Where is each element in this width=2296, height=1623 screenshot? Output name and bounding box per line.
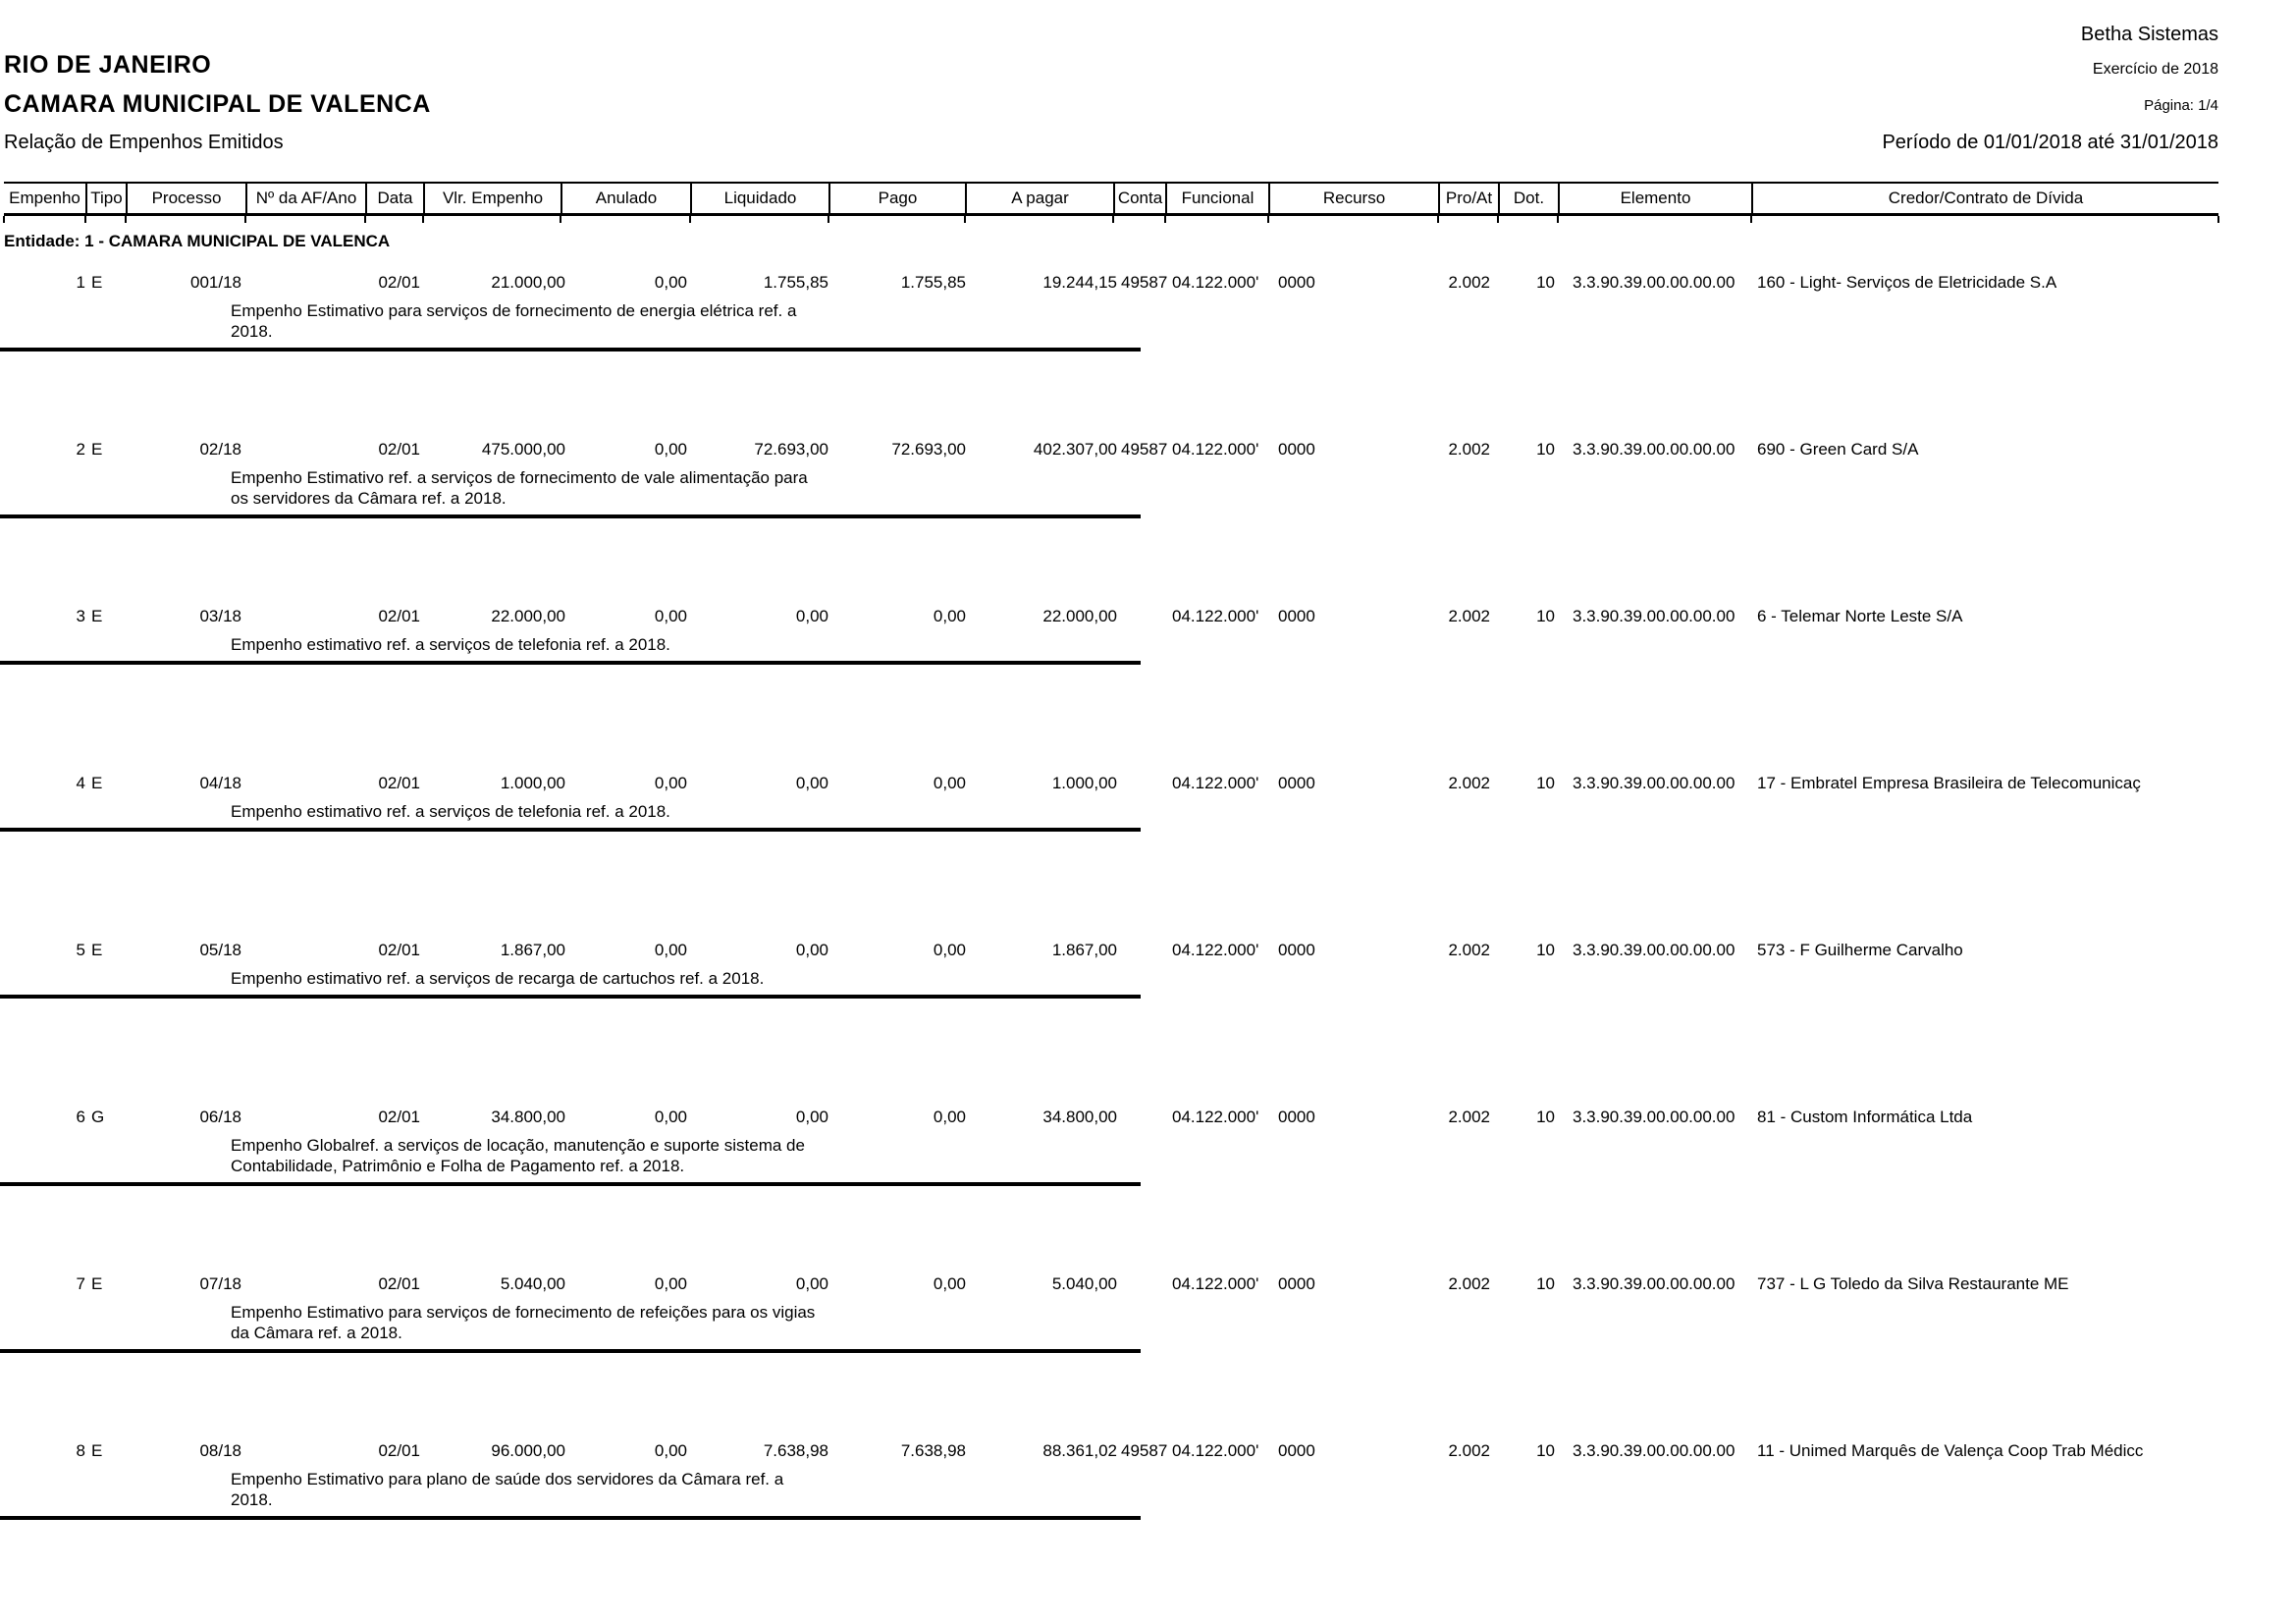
cell-data: 02/01 — [378, 1441, 420, 1460]
empenho-row-values — [0, 607, 2296, 626]
empenho-description-line: Empenho Estimativo para serviços de fornecimento de refeições para os vigias — [231, 1303, 816, 1322]
cell-liquidado: 0,00 — [795, 607, 828, 625]
column-boundary-tick — [560, 216, 561, 223]
cell-tipo: E — [91, 440, 103, 459]
cell-anulado: 0,00 — [654, 607, 687, 625]
column-boundary-tick — [422, 216, 424, 223]
column-boundary-tick — [1112, 216, 1114, 223]
row-separator-line — [0, 1349, 1141, 1353]
cell-funcional: 04.122.000' — [1172, 774, 1259, 792]
empenho-description-line: Empenho Globalref. a serviços de locação, manutenção e suporte sistema de — [231, 1136, 805, 1155]
column-header-n-da-af-ano: Nº da AF/Ano — [245, 184, 365, 213]
cell-credor: 690 - Green Card S/A — [1757, 440, 1919, 459]
cell-a-pagar: 22.000,00 — [1042, 607, 1117, 625]
cell-a-pagar: 1.000,00 — [1051, 774, 1117, 792]
cell-liquidado: 7.638,98 — [763, 1441, 828, 1460]
cell-dot: 10 — [1536, 440, 1555, 459]
cell-processo: 001/18 — [190, 273, 241, 292]
table-header — [4, 182, 2218, 216]
cell-processo: 08/18 — [199, 1441, 241, 1460]
cell-processo: 06/18 — [199, 1108, 241, 1126]
cell-pro-at: 2.002 — [1448, 1441, 1490, 1460]
cell-conta: 49587 — [1121, 273, 1168, 292]
cell-credor: 573 - F Guilherme Carvalho — [1757, 941, 1963, 959]
cell-data: 02/01 — [378, 941, 420, 959]
cell-dot: 10 — [1536, 1441, 1555, 1460]
column-boundary-tick — [828, 216, 829, 223]
cell-processo: 07/18 — [199, 1274, 241, 1293]
cell-anulado: 0,00 — [654, 941, 687, 959]
cell-processo: 05/18 — [199, 941, 241, 959]
cell-credor: 160 - Light- Serviços de Eletricidade S.A — [1757, 273, 2057, 292]
cell-pago: 0,00 — [933, 1274, 966, 1293]
row-separator-line — [0, 995, 1141, 999]
cell-dot: 10 — [1536, 941, 1555, 959]
empenho-description-line: Empenho Estimativo para plano de saúde dos servidores da Câmara ref. a — [231, 1470, 784, 1488]
empenho-row — [0, 941, 2296, 999]
cell-pro-at: 2.002 — [1448, 1108, 1490, 1126]
cell-tipo: E — [91, 1274, 103, 1293]
cell-processo: 02/18 — [199, 440, 241, 459]
report-title: Relação de Empenhos Emitidos — [4, 132, 284, 153]
cell-vlr-empenho: 475.000,00 — [481, 440, 565, 459]
column-header-pro-at: Pro/At — [1438, 184, 1498, 213]
cell-elemento: 3.3.90.39.00.00.00.00 — [1573, 1441, 1735, 1460]
row-separator-line — [0, 514, 1141, 518]
cell-liquidado: 0,00 — [795, 1274, 828, 1293]
cell-a-pagar: 19.244,15 — [1042, 273, 1117, 292]
empenho-row — [0, 1274, 2296, 1353]
cell-elemento: 3.3.90.39.00.00.00.00 — [1573, 774, 1735, 792]
cell-pro-at: 2.002 — [1448, 273, 1490, 292]
cell-funcional: 04.122.000' — [1172, 607, 1259, 625]
column-header-liquidado: Liquidado — [690, 184, 828, 213]
column-boundary-tick — [1497, 216, 1499, 223]
column-boundary-tick — [1557, 216, 1559, 223]
cell-liquidado: 1.755,85 — [763, 273, 828, 292]
empenho-description-line: Empenho estimativo ref. a serviços de telefonia ref. a 2018. — [231, 802, 670, 821]
column-boundary-tick — [364, 216, 366, 223]
cell-liquidado: 72.693,00 — [754, 440, 828, 459]
entity-header: Entidade: 1 - CAMARA MUNICIPAL DE VALENCA — [4, 232, 391, 250]
state-name: RIO DE JANEIRO — [4, 51, 212, 79]
column-boundary-tick — [689, 216, 691, 223]
cell-empenho: 6 — [76, 1108, 85, 1126]
empenho-description-line: 2018. — [231, 1490, 273, 1509]
cell-funcional: 04.122.000' — [1172, 273, 1259, 292]
cell-recurso: 0000 — [1278, 774, 1315, 792]
cell-vlr-empenho: 34.800,00 — [491, 1108, 565, 1126]
cell-tipo: E — [91, 607, 103, 625]
column-header-conta: Conta — [1113, 184, 1165, 213]
empenho-description-line: Contabilidade, Patrimônio e Folha de Pagamento ref. a 2018. — [231, 1157, 685, 1175]
cell-recurso: 0000 — [1278, 1274, 1315, 1293]
cell-conta: 49587 — [1121, 440, 1168, 459]
column-boundary-tick — [3, 216, 5, 223]
cell-pro-at: 2.002 — [1448, 774, 1490, 792]
cell-dot: 10 — [1536, 1274, 1555, 1293]
cell-recurso: 0000 — [1278, 941, 1315, 959]
cell-empenho: 3 — [76, 607, 85, 625]
column-boundary-tick — [244, 216, 246, 223]
cell-a-pagar: 34.800,00 — [1042, 1108, 1117, 1126]
empenho-row-values — [0, 941, 2296, 960]
cell-pro-at: 2.002 — [1448, 607, 1490, 625]
cell-pago: 0,00 — [933, 607, 966, 625]
column-header-vlr-empenho: Vlr. Empenho — [423, 184, 561, 213]
cell-credor: 737 - L G Toledo da Silva Restaurante ME — [1757, 1274, 2069, 1293]
cell-credor: 81 - Custom Informática Ltda — [1757, 1108, 1973, 1126]
column-header-funcional: Funcional — [1165, 184, 1268, 213]
column-header-recurso: Recurso — [1268, 184, 1438, 213]
cell-dot: 10 — [1536, 607, 1555, 625]
cell-recurso: 0000 — [1278, 607, 1315, 625]
cell-empenho: 5 — [76, 941, 85, 959]
cell-elemento: 3.3.90.39.00.00.00.00 — [1573, 607, 1735, 625]
cell-processo: 04/18 — [199, 774, 241, 792]
column-header-credor-contrato-de-d-vida: Credor/Contrato de Dívida — [1751, 184, 2218, 213]
empenho-row — [0, 607, 2296, 665]
empenho-row — [0, 1108, 2296, 1186]
column-header-empenho: Empenho — [9, 189, 80, 207]
row-separator-line — [0, 661, 1141, 665]
cell-anulado: 0,00 — [654, 1108, 687, 1126]
vendor-name: Betha Sistemas — [2080, 24, 2218, 45]
cell-liquidado: 0,00 — [795, 941, 828, 959]
cell-tipo: E — [91, 1441, 103, 1460]
cell-recurso: 0000 — [1278, 273, 1315, 292]
cell-vlr-empenho: 5.040,00 — [500, 1274, 565, 1293]
page-indicator: Página: 1/4 — [2144, 97, 2218, 114]
cell-elemento: 3.3.90.39.00.00.00.00 — [1573, 941, 1735, 959]
cell-empenho: 7 — [76, 1274, 85, 1293]
cell-anulado: 0,00 — [654, 1441, 687, 1460]
column-boundary-tick — [84, 216, 86, 223]
empenho-row — [0, 774, 2296, 832]
empenho-description-line: da Câmara ref. a 2018. — [231, 1324, 402, 1342]
cell-recurso: 0000 — [1278, 440, 1315, 459]
cell-dot: 10 — [1536, 273, 1555, 292]
row-separator-line — [0, 348, 1141, 352]
row-separator-line — [0, 1516, 1141, 1520]
empenho-row-values — [0, 1441, 2296, 1461]
column-boundary-tick — [1164, 216, 1166, 223]
cell-tipo: G — [91, 1108, 105, 1126]
column-boundary-tick — [1267, 216, 1269, 223]
cell-data: 02/01 — [378, 607, 420, 625]
cell-liquidado: 0,00 — [795, 774, 828, 792]
empenho-row-values — [0, 440, 2296, 460]
cell-elemento: 3.3.90.39.00.00.00.00 — [1573, 440, 1735, 459]
column-header-data: Data — [365, 184, 423, 213]
cell-conta: 49587 — [1121, 1441, 1168, 1460]
cell-pago: 0,00 — [933, 941, 966, 959]
cell-empenho: 2 — [76, 440, 85, 459]
cell-data: 02/01 — [378, 273, 420, 292]
empenho-description-line: Empenho estimativo ref. a serviços de telefonia ref. a 2018. — [231, 635, 670, 654]
row-separator-line — [0, 828, 1141, 832]
organization-name: CAMARA MUNICIPAL DE VALENCA — [4, 90, 431, 118]
cell-pago: 7.638,98 — [900, 1441, 966, 1460]
cell-empenho: 8 — [76, 1441, 85, 1460]
cell-vlr-empenho: 22.000,00 — [491, 607, 565, 625]
empenho-description-line: Empenho Estimativo ref. a serviços de fornecimento de vale alimentação para — [231, 468, 808, 487]
cell-anulado: 0,00 — [654, 440, 687, 459]
cell-a-pagar: 88.361,02 — [1042, 1441, 1117, 1460]
cell-pago: 0,00 — [933, 1108, 966, 1126]
cell-funcional: 04.122.000' — [1172, 941, 1259, 959]
column-header-pago: Pago — [828, 184, 965, 213]
cell-elemento: 3.3.90.39.00.00.00.00 — [1573, 273, 1735, 292]
empenho-description-line: 2018. — [231, 322, 273, 341]
row-separator-line — [0, 1182, 1141, 1186]
column-header-anulado: Anulado — [561, 184, 690, 213]
column-boundary-tick — [2217, 216, 2219, 223]
empenho-row-values — [0, 774, 2296, 793]
cell-pro-at: 2.002 — [1448, 440, 1490, 459]
cell-a-pagar: 402.307,00 — [1033, 440, 1117, 459]
empenho-row — [0, 273, 2296, 352]
cell-funcional: 04.122.000' — [1172, 1441, 1259, 1460]
cell-funcional: 04.122.000' — [1172, 1108, 1259, 1126]
cell-a-pagar: 1.867,00 — [1051, 941, 1117, 959]
empenho-description-line: Empenho Estimativo para serviços de fornecimento de energia elétrica ref. a — [231, 301, 797, 320]
cell-empenho: 4 — [76, 774, 85, 792]
cell-data: 02/01 — [378, 1274, 420, 1293]
cell-anulado: 0,00 — [654, 774, 687, 792]
cell-elemento: 3.3.90.39.00.00.00.00 — [1573, 1108, 1735, 1126]
period-label: Período de 01/01/2018 até 31/01/2018 — [1882, 132, 2218, 153]
column-boundary-tick — [1750, 216, 1752, 223]
cell-liquidado: 0,00 — [795, 1108, 828, 1126]
cell-funcional: 04.122.000' — [1172, 440, 1259, 459]
cell-data: 02/01 — [378, 1108, 420, 1126]
column-boundary-tick — [125, 216, 127, 223]
cell-credor: 6 - Telemar Norte Leste S/A — [1757, 607, 1963, 625]
column-header-elemento: Elemento — [1558, 184, 1751, 213]
cell-dot: 10 — [1536, 774, 1555, 792]
cell-anulado: 0,00 — [654, 1274, 687, 1293]
cell-dot: 10 — [1536, 1108, 1555, 1126]
cell-credor: 17 - Embratel Empresa Brasileira de Telecomunicaç — [1757, 774, 2141, 792]
cell-funcional: 04.122.000' — [1172, 1274, 1259, 1293]
cell-recurso: 0000 — [1278, 1108, 1315, 1126]
cell-data: 02/01 — [378, 774, 420, 792]
empenho-description-line: os servidores da Câmara ref. a 2018. — [231, 489, 507, 508]
cell-anulado: 0,00 — [654, 273, 687, 292]
column-header-tipo: Tipo — [85, 184, 126, 213]
empenho-row-values — [0, 1108, 2296, 1127]
cell-recurso: 0000 — [1278, 1441, 1315, 1460]
cell-processo: 03/18 — [199, 607, 241, 625]
exercise-label: Exercício de 2018 — [2092, 61, 2218, 78]
cell-tipo: E — [91, 774, 103, 792]
cell-vlr-empenho: 96.000,00 — [491, 1441, 565, 1460]
column-boundary-tick — [964, 216, 966, 223]
empenho-row — [0, 1441, 2296, 1520]
empenho-description-line: Empenho estimativo ref. a serviços de recarga de cartuchos ref. a 2018. — [231, 969, 765, 988]
cell-tipo: E — [91, 273, 103, 292]
cell-data: 02/01 — [378, 440, 420, 459]
cell-vlr-empenho: 1.867,00 — [500, 941, 565, 959]
cell-pago: 1.755,85 — [900, 273, 966, 292]
cell-elemento: 3.3.90.39.00.00.00.00 — [1573, 1274, 1735, 1293]
cell-credor: 11 - Unimed Marquês de Valença Coop Trab Médicc — [1757, 1441, 2144, 1460]
column-boundary-tick — [1437, 216, 1439, 223]
cell-pro-at: 2.002 — [1448, 1274, 1490, 1293]
cell-a-pagar: 5.040,00 — [1051, 1274, 1117, 1293]
cell-vlr-empenho: 1.000,00 — [500, 774, 565, 792]
cell-pro-at: 2.002 — [1448, 941, 1490, 959]
cell-pago: 72.693,00 — [891, 440, 966, 459]
cell-tipo: E — [91, 941, 103, 959]
column-header-dot-: Dot. — [1498, 184, 1558, 213]
empenho-row-values — [0, 273, 2296, 293]
column-header-processo: Processo — [126, 184, 245, 213]
empenho-row — [0, 440, 2296, 518]
empenho-row-values — [0, 1274, 2296, 1294]
column-header-a-pagar: A pagar — [965, 184, 1113, 213]
cell-vlr-empenho: 21.000,00 — [491, 273, 565, 292]
cell-empenho: 1 — [76, 273, 85, 292]
cell-pago: 0,00 — [933, 774, 966, 792]
